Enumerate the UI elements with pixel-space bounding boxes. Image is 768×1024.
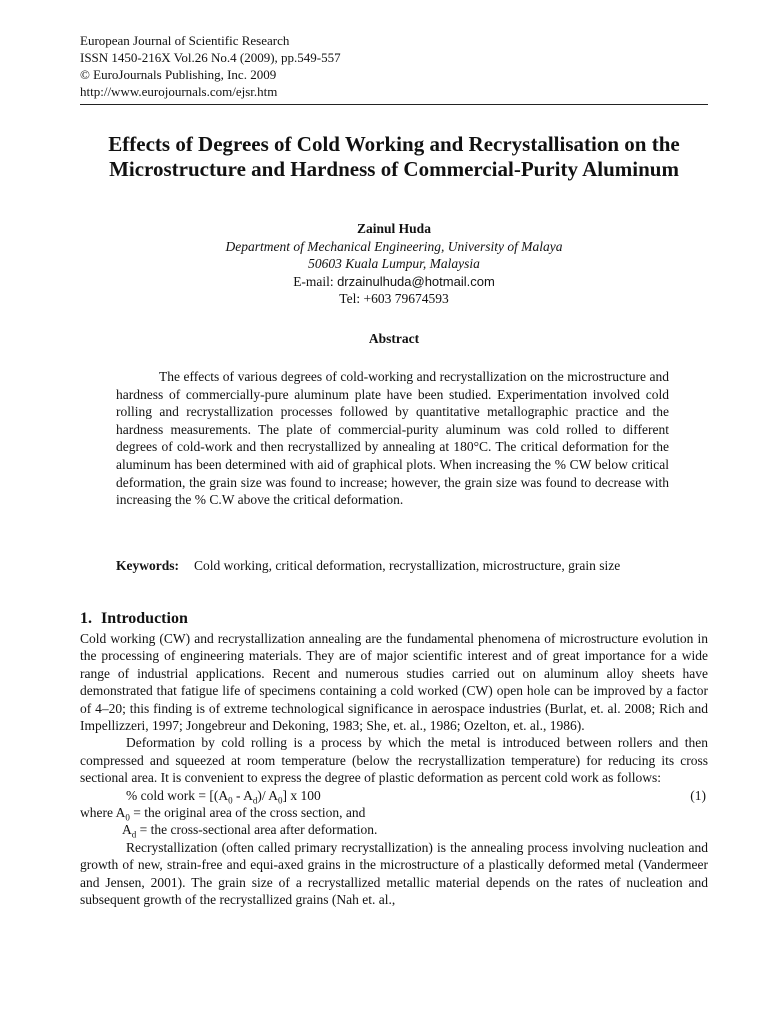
keywords — [116, 557, 669, 575]
eq-subscript: 0 — [277, 795, 283, 806]
intro-paragraph-2: Deformation by cold rolling is a process by which the metal is introduced between rollers and then compressed and squeezed at room temperature (below the recrystallization temperature) for reducing its cross sectional area. It is convenient to express the degree of plastic deformation as percent cold work as follows: — [80, 735, 708, 786]
header-divider — [80, 104, 708, 105]
section-number: 1. — [80, 610, 92, 627]
title-line-1: Effects of Degrees of Cold Working and Recrystallisation on the — [108, 132, 680, 156]
eq-part: ] x 100 — [282, 787, 321, 803]
copyright-line: © EuroJournals Publishing, Inc. 2009 — [80, 67, 277, 82]
title-line-2: Microstructure and Hardness of Commercial-Purity Aluminum — [109, 157, 679, 181]
equation-1 — [80, 787, 708, 804]
abstract-text: The effects of various degrees of cold-working and recrystallization on the microstructure and hardness of commercially-pure aluminum plate have been studied. Experimentation involved cold rolling and recrystallization processes followed by quantitative metallographic practice and the hardness measurements. The plate of commercial-purity aluminum was cold rolled to different degrees of cold-work and then recrystallized by annealing at 180°C. The critical deformation for the aluminum has been determined with aid of graphical plots. When increasing the % CW below critical deformation, the grain size was found to increase; however, the grain size was found to decrease with increasing the % C.W above the critical deformation. — [116, 369, 669, 508]
email-label: E-mail: — [293, 273, 338, 289]
keywords-text: Cold working, critical deformation, recrystallization, microstructure, grain size — [194, 558, 621, 573]
email-address[interactable]: drzainulhuda@hotmail.com — [337, 273, 495, 289]
where-text: A — [122, 822, 132, 838]
where-subscript: 0 — [125, 812, 130, 823]
keywords-label: Keywords: — [116, 558, 179, 573]
abstract-heading: Abstract — [368, 331, 420, 346]
intro-paragraph-3: Recrystallization (often called primary recrystallization) is the annealing process involving nucleation and growth of new, strain-free and equi-axed grains in the microstructure of a plastically deformed metal (Vandermeer and Jensen, 2001). The grain size of a recrystallized metallic material depends on the rates of nucleation and subsequent growth of the recrystallized grains (Nah et. al., — [80, 839, 708, 908]
author-block — [80, 220, 708, 308]
where-text: = the cross-sectional area after deformation. — [136, 822, 378, 838]
issn-line: ISSN 1450-216X Vol.26 No.4 (2009), pp.549-557 — [80, 50, 341, 65]
journal-url[interactable]: http://www.eurojournals.com/ejsr.htm — [80, 84, 278, 99]
journal-header — [80, 32, 341, 100]
where-subscript: d — [131, 830, 137, 841]
eq-part: % cold work = [(A — [126, 787, 229, 803]
author-tel: Tel: +603 79674593 — [339, 291, 449, 306]
paper-title — [80, 132, 708, 182]
author-name: Zainul Huda — [357, 221, 431, 236]
eq-subscript: d — [252, 795, 258, 806]
eq-part: )/ A — [257, 787, 278, 803]
introduction-body — [80, 630, 708, 909]
eq-subscript: 0 — [228, 795, 233, 806]
author-email — [80, 273, 708, 291]
author-department: Department of Mechanical Engineering, University of Malaya — [225, 238, 563, 254]
section-title: Introduction — [101, 610, 188, 627]
where-text: where A — [80, 805, 126, 821]
where-text: = the original area of the cross section, and — [129, 805, 366, 821]
where-line-1 — [80, 804, 708, 821]
eq-part: - A — [232, 787, 253, 803]
section-heading-introduction — [80, 610, 188, 628]
journal-name: European Journal of Scientific Research — [80, 33, 290, 48]
where-line-2 — [80, 821, 708, 841]
intro-paragraph-1: Cold working (CW) and recrystallization annealing are the fundamental phenomena of microstructure evolution in the processing of engineering materials. They are of major scientific interest and of great importance for a wide range of industrial applications. Recent and numerous studies carried out on aluminum alloy sheets have demonstrated that fatigue life of specimens containing a cold worked (CW) open hole can be improved by a factor of 4–20; this finding is of extreme technological significance in aerospace industries (Burlat, et. al. 2008; Rich and Impellizzeri, 1997; Jongebreur and Dekoning, 1983; She, et. al., 1986; Ozelton, et. al., 1986). — [80, 631, 708, 734]
author-address: 50603 Kuala Lumpur, Malaysia — [308, 256, 480, 271]
equation-formula — [80, 787, 321, 804]
equation-number: (1) — [690, 787, 706, 803]
